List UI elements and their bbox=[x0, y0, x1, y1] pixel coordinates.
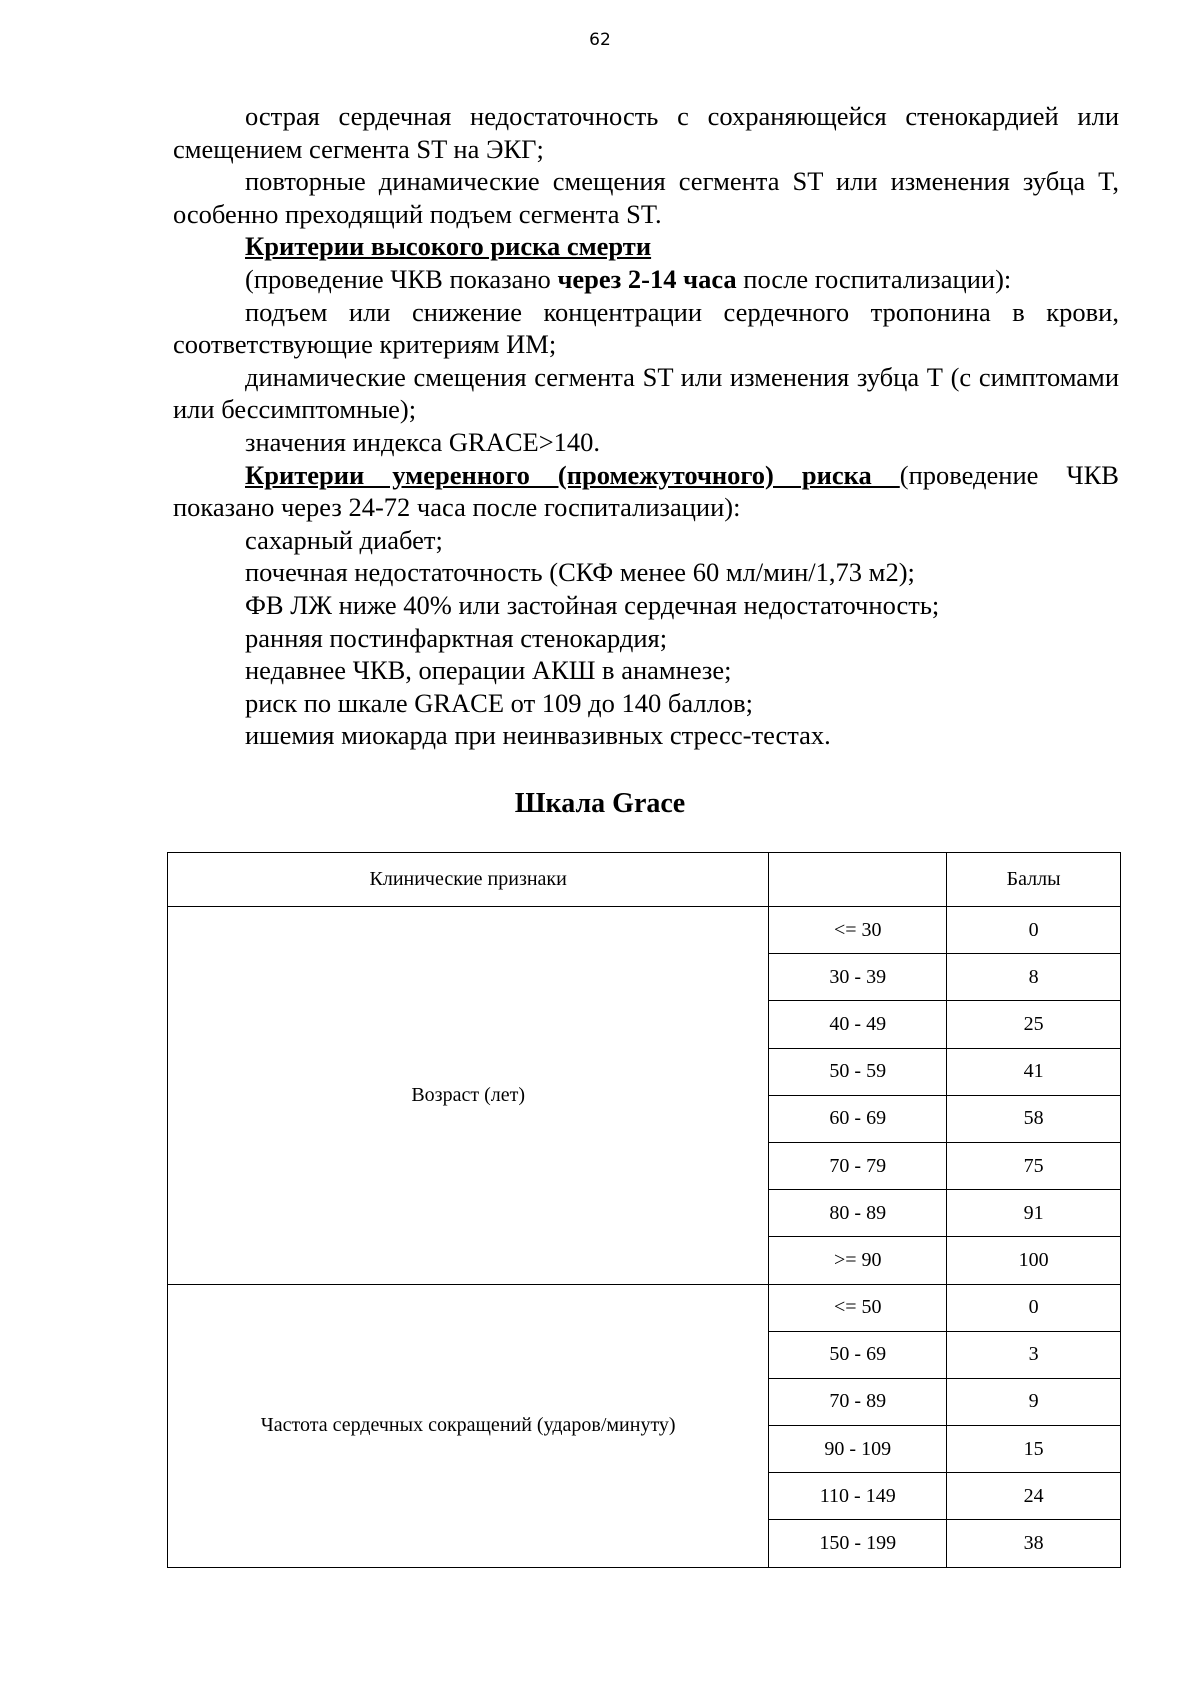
points-cell: 0 bbox=[947, 907, 1121, 954]
range-cell: 50 - 59 bbox=[769, 1048, 947, 1095]
range-cell: 150 - 199 bbox=[769, 1520, 947, 1567]
grace-table bbox=[167, 852, 1121, 1568]
points-cell: 100 bbox=[947, 1237, 1121, 1284]
list-item: ранняя постинфарктная стенокардия; bbox=[245, 622, 668, 653]
table-title: Шкала Grace bbox=[514, 788, 686, 819]
range-cell: 110 - 149 bbox=[769, 1473, 947, 1520]
points-cell: 0 bbox=[947, 1284, 1121, 1331]
table-header-row bbox=[168, 853, 1121, 907]
list-item: ФВ ЛЖ ниже 40% или застойная сердечная недостаточность; bbox=[245, 589, 940, 620]
range-cell: >= 90 bbox=[769, 1237, 947, 1284]
list-item: ишемия миокарда при неинвазивных стресс-тестах. bbox=[245, 720, 831, 751]
range-cell: 70 - 89 bbox=[769, 1378, 947, 1425]
timing-text: (проведение ЧКВ показано bbox=[245, 263, 558, 294]
range-cell: 70 - 79 bbox=[769, 1142, 947, 1189]
group-label-age: Возраст (лет) bbox=[168, 907, 769, 1285]
paragraph: повторные динамические смещения сегмента ST или изменения зубца T, особенно преходящий подъем сегмента ST. bbox=[173, 166, 1119, 229]
list-item: динамические смещения сегмента ST или изменения зубца Т (с симптомами или бессимптомные); bbox=[173, 361, 1119, 425]
list-item: значения индекса GRACE>140. bbox=[245, 426, 601, 457]
points-cell: 38 bbox=[947, 1520, 1121, 1567]
table-row bbox=[168, 1284, 1121, 1331]
timing-bold-text: через 2-14 часа bbox=[557, 263, 737, 294]
points-cell: 8 bbox=[947, 954, 1121, 1001]
timing-text: (проведение ЧКВ показано через 24-72 часа после госпитализации): bbox=[173, 459, 1119, 523]
paragraph: острая сердечная недостаточность с сохраняющейся стенокардией или смещением сегмента ST на ЭКГ; bbox=[173, 101, 1119, 164]
points-cell: 58 bbox=[947, 1095, 1121, 1142]
points-cell: 91 bbox=[947, 1190, 1121, 1237]
points-cell: 15 bbox=[947, 1426, 1121, 1473]
range-cell: 60 - 69 bbox=[769, 1095, 947, 1142]
points-cell: 9 bbox=[947, 1378, 1121, 1425]
range-cell: 80 - 89 bbox=[769, 1190, 947, 1237]
range-cell: 30 - 39 bbox=[769, 954, 947, 1001]
section-heading-high-risk bbox=[173, 230, 1119, 263]
range-cell: 90 - 109 bbox=[769, 1426, 947, 1473]
header-range bbox=[769, 853, 947, 907]
body-text bbox=[173, 100, 1119, 752]
list-item: риск по шкале GRACE от 109 до 140 баллов; bbox=[245, 687, 753, 718]
timing-text: после госпитализации): bbox=[736, 263, 1012, 294]
group-label-heart-rate: Частота сердечных сокращений (ударов/минуту) bbox=[168, 1284, 769, 1567]
list-item: недавнее ЧКВ, операции АКШ в анамнезе; bbox=[245, 655, 732, 686]
points-cell: 3 bbox=[947, 1331, 1121, 1378]
section-heading-moderate-risk bbox=[173, 459, 1119, 524]
list-item: подъем или снижение концентрации сердечного тропонина в крови, соответствующие критериям ИМ; bbox=[173, 296, 1119, 360]
range-cell: 40 - 49 bbox=[769, 1001, 947, 1048]
range-cell: <= 30 bbox=[769, 907, 947, 954]
points-cell: 75 bbox=[947, 1142, 1121, 1189]
heading-text: Критерии умеренного (промежуточного) риска bbox=[245, 459, 900, 490]
high-risk-timing bbox=[173, 263, 1119, 296]
range-cell: <= 50 bbox=[769, 1284, 947, 1331]
points-cell: 41 bbox=[947, 1048, 1121, 1095]
list-item: почечная недостаточность (СКФ менее 60 мл/мин/1,73 м2); bbox=[245, 557, 915, 588]
header-clinical-signs: Клинические признаки bbox=[168, 853, 769, 907]
table-row bbox=[168, 907, 1121, 954]
header-points: Баллы bbox=[947, 853, 1121, 907]
list-item: сахарный диабет; bbox=[245, 524, 443, 555]
heading-text: Критерии высокого риска смерти bbox=[245, 231, 652, 262]
range-cell: 50 - 69 bbox=[769, 1331, 947, 1378]
points-cell: 25 bbox=[947, 1001, 1121, 1048]
page-number: 62 bbox=[589, 30, 611, 50]
points-cell: 24 bbox=[947, 1473, 1121, 1520]
